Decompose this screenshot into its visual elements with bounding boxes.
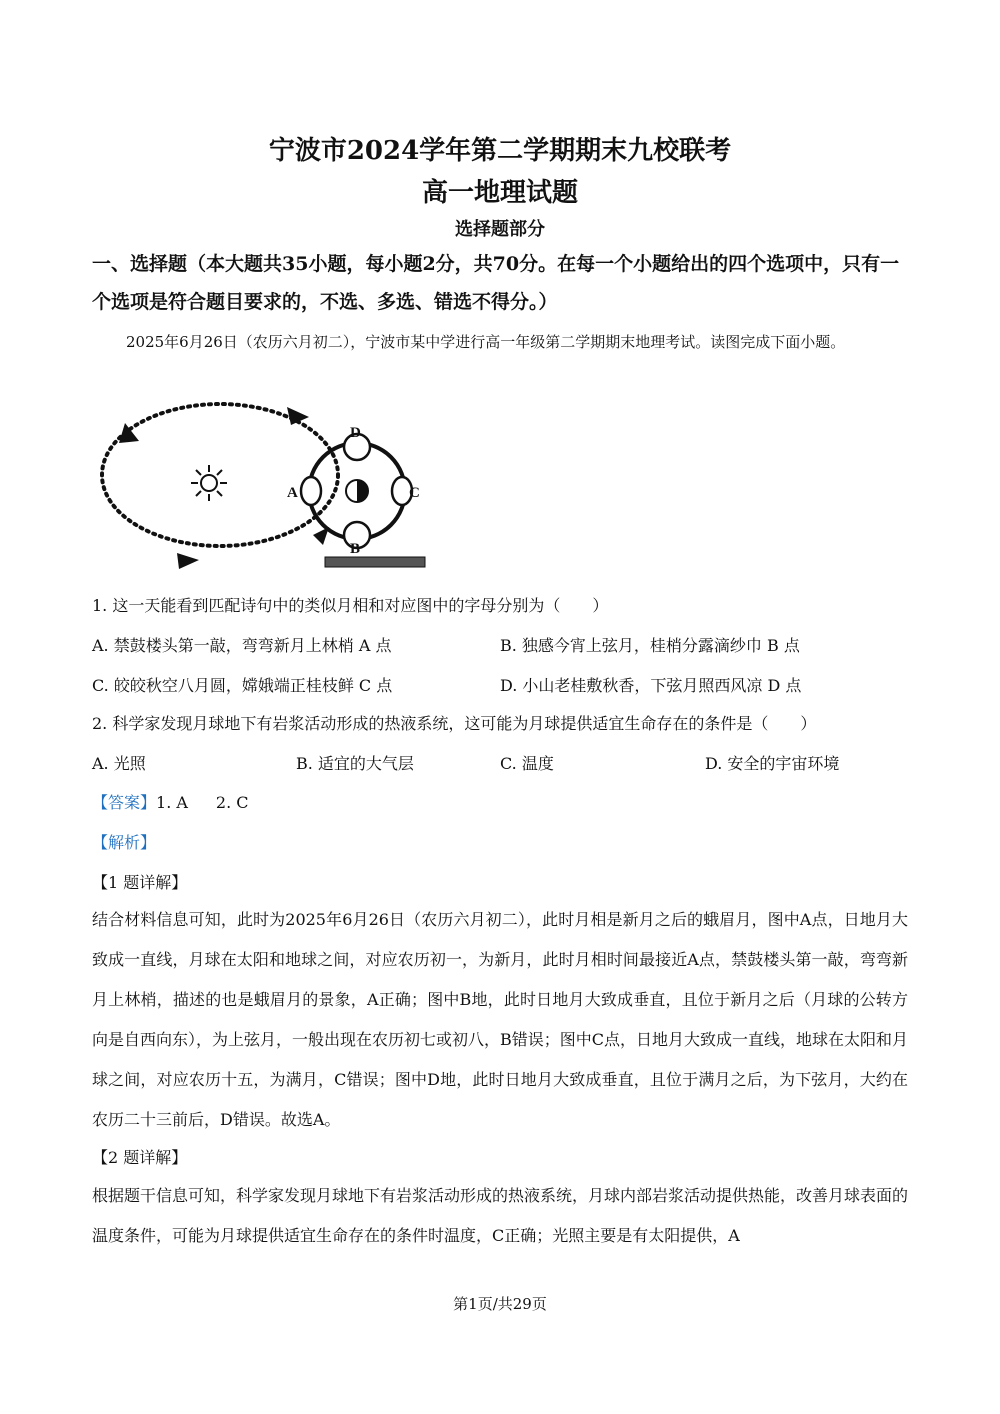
answer-line (92, 790, 249, 813)
detail-2-heading: 【2 题详解】 (92, 1148, 188, 1167)
question-2-option-c: C. 温度 (500, 754, 554, 773)
intro-text: 2025年6月26日（农历六月初二），宁波市某中学进行高一年级第二学期期末地理考试。读图完成下面小题。 (126, 333, 846, 351)
exam-subtitle: 高一地理试题 (421, 178, 578, 208)
question-2-option-b: B. 适宜的大气层 (296, 754, 414, 773)
analysis-label: 【解析】 (92, 833, 157, 852)
question-1-option-d: D. 小山老桂敷秋香，下弦月照西风凉 D 点 (500, 676, 802, 695)
label-b: B (350, 541, 361, 557)
detail-2-text: 根据题干信息可知，科学家发现月球地下有岩浆活动形成的热液系统，月球内部岩浆活动提供热能，改善月球表面的温度条件，可能为月球提供适宜生命存在的条件时温度，C正确；光照主要是有太阳提供，A (92, 1186, 909, 1245)
question-1-option-c: C. 皎皎秋空八月圆，嫦娥端正桂枝鲜 C 点 (92, 676, 393, 695)
question-1-option-b: B. 独感今宵上弦月，桂梢分露滴纱巾 B 点 (500, 636, 800, 655)
question-2-stem: 2. 科学家发现月球地下有岩浆活动形成的热液系统，这可能为月球提供适宜生命存在的条件是（ ） (92, 714, 817, 733)
answer-label: 【答案】 (92, 793, 157, 812)
label-d: D (350, 425, 361, 441)
question-2-option-d: D. 安全的宇宙环境 (705, 754, 840, 773)
answer-2: 2. C (215, 793, 249, 812)
half-lit-earth-icon (346, 480, 368, 502)
moon-phase-diagram (95, 395, 435, 575)
label-c: C (409, 485, 420, 501)
answer-1: 1. A (156, 793, 188, 812)
page-number: 第1页/共29页 (453, 1295, 547, 1313)
sun-icon (191, 465, 227, 501)
moon-position-a (301, 477, 321, 505)
ground-bar (325, 557, 425, 567)
question-2-option-a: A. 光照 (92, 754, 146, 773)
label-a: A (287, 485, 298, 501)
question-1-option-a: A. 禁鼓楼头第一敲，弯弯新月上林梢 A 点 (92, 636, 392, 655)
section-heading: 一、选择题（本大题共35小题，每小题2分，共70分。在每一个小题给出的四个选项中，只有一个选项是符合题目要求的，不选、多选、错选不得分。） (92, 253, 900, 313)
exam-title: 宁波市2024学年第二学期期末九校联考 (268, 136, 732, 166)
orbit-path (102, 404, 338, 546)
question-1-stem: 1. 这一天能看到匹配诗句中的类似月相和对应图中的字母分别为（ ） (92, 596, 609, 615)
detail-1-heading: 【1 题详解】 (92, 873, 188, 892)
orbit-arrow-bottom (177, 553, 199, 569)
part-label: 选择题部分 (455, 219, 545, 240)
detail-1-text: 结合材料信息可知，此时为2025年6月26日（农历六月初二），此时月相是新月之后的蛾眉月，图中A点，日地月大致成一直线，月球在太阳和地球之间，对应农历初一，为新月，此时月相时间最接近A点，禁鼓楼头第一敲，弯弯新月上林梢，描述的也是蛾眉月的景象，A正确；图中B地，此时日地月大致成垂直，且位于新月之后（月球的公转方向是自西向东），为上弦月，一般出现在农历初七或初八，B错误；图中C点，日地月大致成一直线，地球在太阳和月球之间，对应农历十五，为满月，C错误；图中D地，此时日地月大致成垂直，且位于满月之后，为下弦月，大约在农历二十三前后，D错误。故选A。 (92, 910, 909, 1129)
